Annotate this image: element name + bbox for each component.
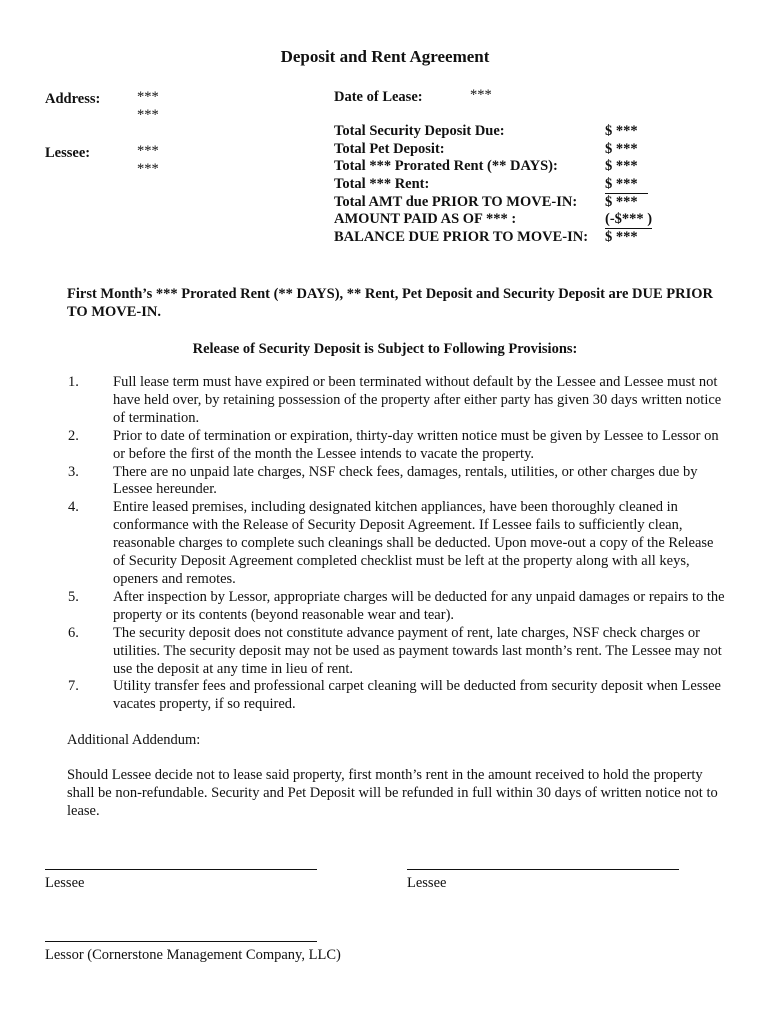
date-of-lease-label: Date of Lease: — [334, 89, 423, 105]
provision-item — [67, 464, 727, 500]
provision-text: There are no unpaid late charges, NSF check fees, damages, rentals, utilities, or other charges due by Lessee hereunder. — [113, 463, 698, 498]
provision-number: 6. — [68, 624, 79, 641]
provision-number: 7. — [68, 678, 79, 695]
lessor-signature-line[interactable] — [45, 941, 317, 942]
addendum-text: Should Lessee decide not to lease said property, first month’s rent in the amount received to hold the property shall be non-refundable. Security and Pet Deposit will be refunded in full within 30 days of written notice not to lease. — [67, 767, 718, 819]
summary-label: Total *** Prorated Rent (** DAYS): — [334, 158, 558, 175]
summary-row-total-due — [334, 193, 664, 211]
provision-item — [67, 625, 727, 679]
provision-item — [67, 678, 727, 714]
provision-text: Prior to date of termination or expiration, thirty-day written notice must be given by Lessee to Lessor on or before the first of the month the Lessee intends to vacate the property. — [113, 427, 719, 462]
provision-item — [67, 589, 727, 625]
address-line-2: *** — [137, 107, 159, 123]
lessee-signature-line-2[interactable] — [407, 869, 679, 870]
summary-amount: $ *** — [605, 123, 638, 139]
lessee-signature-line-1[interactable] — [45, 869, 317, 870]
summary-amount: $ *** — [605, 140, 638, 157]
amounts-summary — [334, 122, 664, 246]
summary-row-prorated-rent — [334, 157, 664, 175]
summary-row-balance-due — [334, 228, 664, 246]
provision-text: Utility transfer fees and professional carpet cleaning will be deducted from security deposit when Lessee vacates property, if so required. — [113, 678, 721, 713]
provision-text: Entire leased premises, including designated kitchen appliances, have been thoroughly cleaned in conformance with the Release of Security Deposit Agreement. If Lessee fails to sufficiently clean, reasonable charges to complete such cleanings shall be deducted. Upon move-out a copy of the Release of Security Deposit Agreement completed checklist must be left at the property along with all keys, openers and remotes. — [113, 499, 714, 587]
provision-number: 3. — [68, 463, 79, 480]
summary-label: Total Pet Deposit: — [334, 140, 445, 157]
provision-text: After inspection by Lessor, appropriate charges will be deducted for any unpaid damages or repairs to the property or its contents (beyond reasonable wear and tear). — [113, 588, 725, 623]
provision-number: 5. — [68, 588, 79, 605]
provision-text: Full lease term must have expired or been terminated without default by the Lessee and Lessee must not have held over, by retaining possession of the property after either party has given 30 days written notice of termination. — [113, 374, 722, 426]
address-label: Address: — [45, 91, 101, 107]
summary-amount: $ *** — [605, 229, 638, 246]
due-statement: First Month’s *** Prorated Rent (** DAYS), ** Rent, Pet Deposit and Security Deposit are DUE PRIOR TO MOVE-IN. — [67, 286, 714, 320]
summary-label: Total *** Rent: — [334, 176, 430, 193]
provision-number: 1. — [68, 374, 79, 390]
provision-item — [67, 374, 727, 428]
address-line-1: *** — [137, 89, 159, 105]
summary-amount: $ *** — [605, 175, 648, 194]
provision-item — [67, 499, 727, 589]
document-title: Deposit and Rent Agreement — [280, 47, 490, 66]
provisions-heading: Release of Security Deposit is Subject to Following Provisions: — [192, 341, 578, 357]
lessee-line-2: *** — [137, 161, 159, 177]
provision-number: 4. — [68, 499, 79, 516]
addendum-heading: Additional Addendum: — [67, 732, 201, 748]
summary-amount: $ *** — [605, 193, 638, 210]
lessee-signature-label-1: Lessee — [45, 875, 85, 891]
lessee-label: Lessee: — [45, 145, 91, 161]
lessor-signature-label: Lessor (Cornerstone Management Company, LLC) — [45, 947, 341, 963]
summary-row-security-deposit — [334, 122, 664, 140]
provisions-list — [67, 374, 727, 714]
summary-amount: (-$*** ) — [605, 211, 653, 228]
summary-label: AMOUNT PAID AS OF *** : — [334, 211, 517, 228]
summary-row-pet-deposit — [334, 140, 664, 158]
summary-amount: $ *** — [605, 158, 638, 175]
summary-label: Total Security Deposit Due: — [334, 123, 505, 139]
summary-label: Total AMT due PRIOR TO MOVE-IN: — [334, 193, 578, 210]
lessee-line-1: *** — [137, 143, 159, 159]
summary-row-rent — [334, 175, 664, 193]
summary-label: BALANCE DUE PRIOR TO MOVE-IN: — [334, 229, 589, 246]
lessee-signature-label-2: Lessee — [407, 875, 447, 891]
summary-row-amount-paid — [334, 210, 664, 228]
date-of-lease-value: *** — [470, 87, 492, 103]
provision-item — [67, 428, 727, 464]
provision-text: The security deposit does not constitute advance payment of rent, late charges, NSF check charges or utilities. The security deposit may not be used as payment towards last month’s rent. The Lessee may not use the deposit at any time in lieu of rent. — [113, 624, 722, 677]
provision-number: 2. — [68, 427, 79, 444]
